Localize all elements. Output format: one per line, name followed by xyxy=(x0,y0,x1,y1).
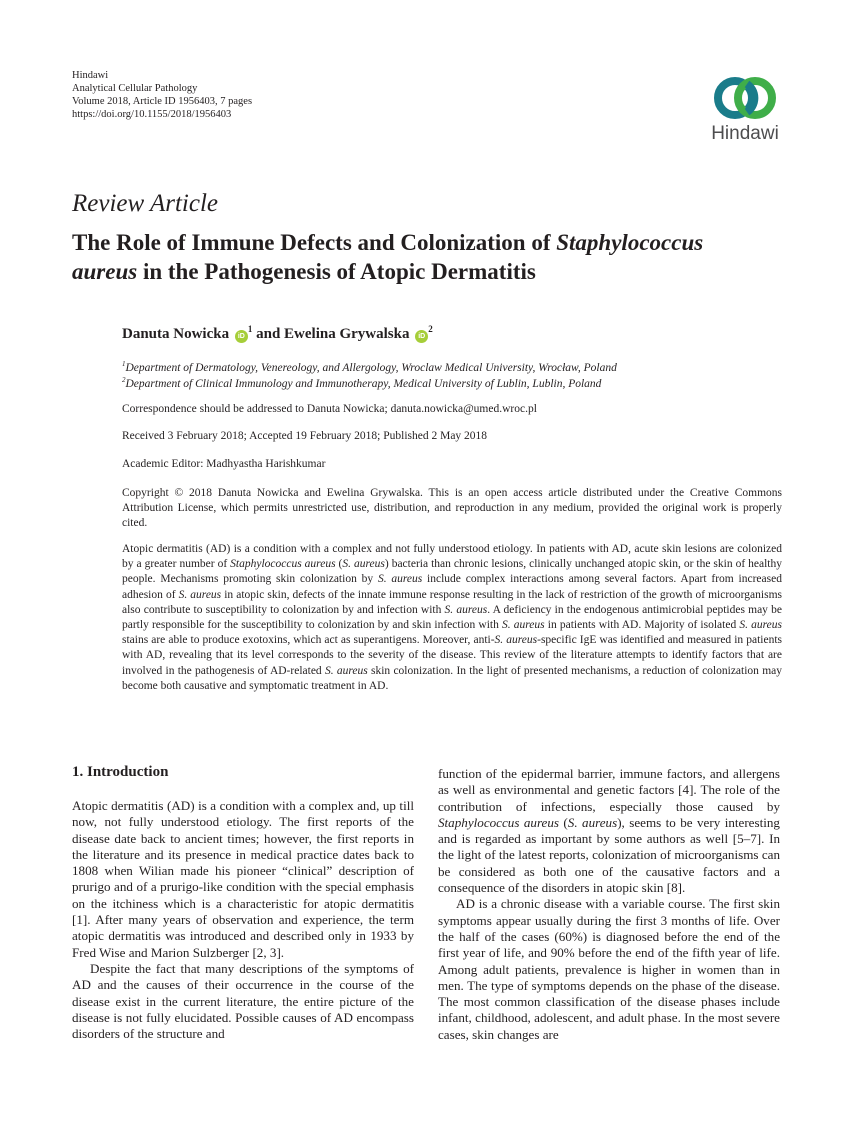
article-type: Review Article xyxy=(72,190,219,217)
body-text: ( xyxy=(559,814,568,830)
author-affiliation-marker: 1 xyxy=(247,324,253,334)
journal-name: Analytical Cellular Pathology xyxy=(72,83,198,94)
body-text: function of the epidermal barrier, immune factors, and allergens as well as environmental and genetic factors [4]. The role of the contribution of infections, especially those caused by xyxy=(438,766,780,814)
author-name[interactable]: Danuta Nowicka xyxy=(122,326,230,342)
author-name[interactable]: Ewelina Grywalska xyxy=(284,326,410,342)
doi-link[interactable]: https://doi.org/10.1155/2018/1956403 xyxy=(72,109,232,120)
abstract-text: include complex interactions among several factors. Apart from increased adhesion of xyxy=(122,573,782,601)
article-title xyxy=(72,228,792,286)
affiliation-text: Department of Clinical Immunology and Immunotherapy, Medical University of Lublin, Lublin, Poland xyxy=(125,377,602,390)
abstract xyxy=(122,542,782,694)
publication-dates: Received 3 February 2018; Accepted 19 February 2018; Published 2 May 2018 xyxy=(122,430,488,442)
journal-header xyxy=(72,69,252,121)
abstract-text: Atopic dermatitis (AD) is a condition with a complex and not fully understood etiology. In patients with AD, acute skin lesions are colonized by a greater number of xyxy=(122,543,782,571)
body-column-left xyxy=(72,798,414,1042)
abstract-text: skin colonization. In the light of presented mechanisms, a reduction of colonization may become both causative and symptomatic treatment in AD. xyxy=(122,664,782,692)
body-paragraph: Despite the fact that many descriptions of the symptoms of AD and the causes of their occurrence in the course of the disease exist in the current literature, the entire picture of the disease is not fully elucidated. Possible causes of AD encompass disorders of the structure and xyxy=(72,960,414,1042)
copyright-notice: Copyright © 2018 Danuta Nowicka and Ewelina Grywalska. This is an open access article distributed under the Creative Commons Attribution License, which permits unrestricted use, distribution, and reproduction in any medium, provided the original work is properly cited. xyxy=(122,487,782,529)
species-name: S. aureus xyxy=(494,634,538,647)
orcid-icon[interactable]: iD xyxy=(415,330,428,343)
academic-editor: Academic Editor: Madhyastha Harishkumar xyxy=(122,458,326,470)
species-name: S. aureus xyxy=(342,558,385,571)
affiliation xyxy=(122,373,802,392)
species-name: S. aureus xyxy=(444,603,488,616)
species-name: S. aureus xyxy=(567,814,618,830)
affiliation-marker: 2 xyxy=(122,376,126,384)
orcid-icon[interactable]: iD xyxy=(235,330,248,343)
body-text: ), seems to be very interesting and is regarded as important by some authors as well [5–7]. In the light of the latest reports, colonization of microorganisms can be considered as both one of the causative factors and a consequence of the disorders in atopic skin [8]. xyxy=(438,814,780,896)
species-name: S. aureus xyxy=(377,573,423,586)
author-affiliation-marker: 2 xyxy=(428,324,433,334)
affiliation-marker: 1 xyxy=(122,360,126,368)
body-paragraph xyxy=(438,766,780,896)
title-text: The Role of Immune Defects and Colonization of xyxy=(72,230,557,255)
hindawi-logo-text: Hindawi xyxy=(711,123,779,144)
abstract-text: ) bacteria than chronic lesions, clinically unchanged atopic skin, or the skin of healthy people. Mechanisms promoting skin colonization by xyxy=(122,558,782,586)
author-list xyxy=(122,324,433,343)
section-heading: 1. Introduction xyxy=(72,764,169,780)
species-name: S. aureus xyxy=(178,588,222,601)
body-paragraph: AD is a chronic disease with a variable course. The first skin symptoms appear usually during the first 3 months of life. Over the half of the cases (60%) is diagnosed before the end of the first year of life, and 90% before the end of the fifth year of life. Among adult patients, prevalence is higher in women than in men. The type of symptoms depends on the phase of the disease. The most common classification of the disease phases include infant, childhood, adolescent, and adult phase. In the most severe cases, skin changes are xyxy=(438,896,780,1042)
abstract-text: in patients with AD. Majority of isolated xyxy=(544,619,740,632)
affiliation-text: Department of Dermatology, Venereology, and Allergology, Wroclaw Medical University, Wrocław, Poland xyxy=(125,361,617,374)
species-name: S. aureus xyxy=(324,664,368,677)
correspondence: Correspondence should be addressed to Danuta Nowicka; danuta.nowicka@umed.wroc.pl xyxy=(122,403,537,415)
abstract-text: stains are able to produce exotoxins, which act as superantigens. Moreover, anti- xyxy=(122,634,495,647)
title-italic: aureus xyxy=(72,259,138,284)
author-connector: and xyxy=(252,326,285,342)
species-name: S. aureus xyxy=(739,619,782,632)
abstract-text: -specific IgE was identified and measured in patients with AD, revealing that its level corresponds to the severity of the disease. This review of the literature attempts to identify factors that are involved in the pathogenesis of AD-related xyxy=(122,634,782,677)
abstract-text: . A deficiency in the endogenous antimicrobial peptides may be partly responsible for the susceptibility to colonization by and skin infection with xyxy=(122,603,782,632)
abstract-text: in atopic skin, defects of the innate immune response resulting in the lack of restriction of the growth of microorganisms also contribute to susceptibility to colonization by and infection with xyxy=(122,588,782,616)
volume-info: Volume 2018, Article ID 1956403, 7 pages xyxy=(72,96,253,107)
title-italic: Staphylococcus xyxy=(556,230,704,255)
publisher-name: Hindawi xyxy=(72,70,109,81)
species-name: Staphylococcus aureus xyxy=(230,558,336,571)
abstract-text: ( xyxy=(335,558,343,571)
species-name: Staphylococcus aureus xyxy=(438,814,560,830)
body-column-right xyxy=(438,766,780,1043)
title-text: in the Pathogenesis of Atopic Dermatitis xyxy=(137,259,536,284)
species-name: S. aureus xyxy=(502,619,545,632)
body-paragraph: Atopic dermatitis (AD) is a condition with a complex and, up till now, not fully understood etiology. The first reports of the disease date back to ancient times; however, the first reports in the literature and its presence in medical practice dates back to 1808 when Wilian made his pioneer “clinical” description of prurigo and of a prurigo-like condition with the special emphasis on the itchiness which is a characteristic for atopic dermatitis [1]. After many years of observation and experience, the term atopic dermatitis was introduced and described only in 1933 by Fred Wise and Marion Sulzberger [2, 3]. xyxy=(72,798,414,960)
